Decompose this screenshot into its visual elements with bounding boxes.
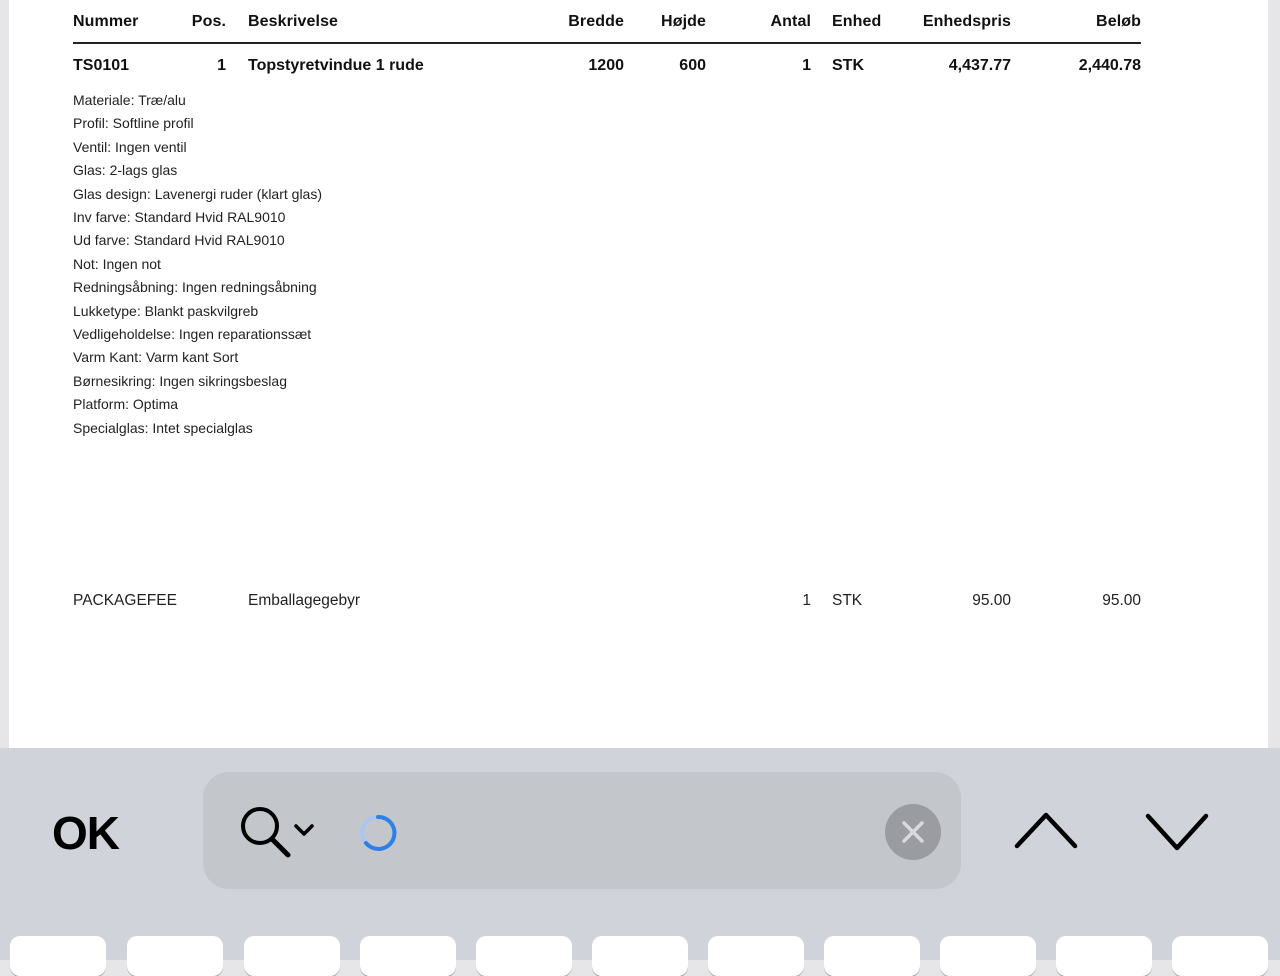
row-belob: 2,440.78 xyxy=(1078,57,1141,74)
keyboard-key[interactable] xyxy=(708,936,804,976)
previous-match-chevron-up-icon[interactable] xyxy=(1013,810,1079,855)
detail-varm-kant: Varm Kant: Varm kant Sort xyxy=(73,349,239,366)
search-options-icon[interactable] xyxy=(238,804,320,865)
header-beskrivelse: Beskrivelse xyxy=(248,13,339,30)
detail-glas: Glas: 2-lags glas xyxy=(73,162,178,179)
row-nummer: TS0101 xyxy=(73,57,130,74)
detail-materiale: Materiale: Træ/alu xyxy=(73,92,186,108)
detail-not: Not: Ingen not xyxy=(73,255,161,272)
row-hojde: 600 xyxy=(679,57,706,74)
row-enhed: STK xyxy=(832,592,863,609)
detail-glas-design: Glas design: Lavenergi ruder (klart glas) xyxy=(73,185,323,202)
detail-lukketype: Lukketype: Blankt paskvilgreb xyxy=(73,302,259,319)
detail-specialglas: Specialglas: Intet specialglas xyxy=(73,419,253,436)
row-beskrivelse: Topstyretvindue 1 rude xyxy=(248,57,424,74)
row-enhed: STK xyxy=(832,57,864,74)
keyboard-key[interactable] xyxy=(10,936,106,976)
next-match-chevron-down-icon[interactable] xyxy=(1144,812,1210,857)
item-details-list xyxy=(73,89,322,440)
row-bredde: 1200 xyxy=(588,57,624,74)
row-belob: 95.00 xyxy=(1102,592,1141,609)
keyboard-key[interactable] xyxy=(244,936,340,976)
row-enhedspris: 4,437.77 xyxy=(948,57,1011,74)
row-antal: 1 xyxy=(802,592,811,609)
row-enhedspris: 95.00 xyxy=(972,592,1011,609)
header-hojde: Højde xyxy=(661,13,706,30)
clear-search-button[interactable] xyxy=(885,804,941,860)
keyboard-key[interactable] xyxy=(127,936,223,976)
header-pos: Pos. xyxy=(191,13,226,30)
clear-x-icon xyxy=(901,820,925,844)
header-divider xyxy=(73,42,1141,44)
row-nummer: PACKAGEFEE xyxy=(73,592,177,609)
keyboard-key[interactable] xyxy=(360,936,456,976)
header-antal: Antal xyxy=(770,13,811,30)
header-bredde: Bredde xyxy=(568,13,624,30)
header-enhedspris: Enhedspris xyxy=(922,13,1011,30)
document-page xyxy=(9,0,1268,748)
ok-button[interactable]: OK xyxy=(52,807,119,859)
keyboard-key[interactable] xyxy=(476,936,572,976)
detail-ud-farve: Ud farve: Standard Hvid RAL9010 xyxy=(73,232,285,249)
header-enhed: Enhed xyxy=(832,13,882,30)
loading-spinner-icon xyxy=(358,813,398,858)
detail-platform: Platform: Optima xyxy=(73,396,179,413)
keyboard-key[interactable] xyxy=(1056,936,1152,976)
detail-inv-farve: Inv farve: Standard Hvid RAL9010 xyxy=(73,209,286,226)
detail-profil: Profil: Softline profil xyxy=(73,115,194,132)
header-nummer: Nummer xyxy=(73,13,139,30)
detail-redningsabning: Redningsåbning: Ingen redningsåbning xyxy=(73,279,317,296)
row-beskrivelse: Emballagegebyr xyxy=(248,592,361,609)
keyboard-key[interactable] xyxy=(592,936,688,976)
row-pos: 1 xyxy=(217,57,226,74)
keyboard-key[interactable] xyxy=(940,936,1036,976)
detail-bornesikring: Børnesikring: Ingen sikringsbeslag xyxy=(73,372,287,389)
header-belob: Beløb xyxy=(1096,13,1141,30)
detail-vedligeholdelse: Vedligeholdelse: Ingen reparationssæt xyxy=(73,326,312,343)
keyboard-key[interactable] xyxy=(824,936,920,976)
keyboard-key[interactable] xyxy=(1172,936,1268,976)
row-antal: 1 xyxy=(802,57,811,74)
detail-ventil: Ventil: Ingen ventil xyxy=(73,138,187,155)
